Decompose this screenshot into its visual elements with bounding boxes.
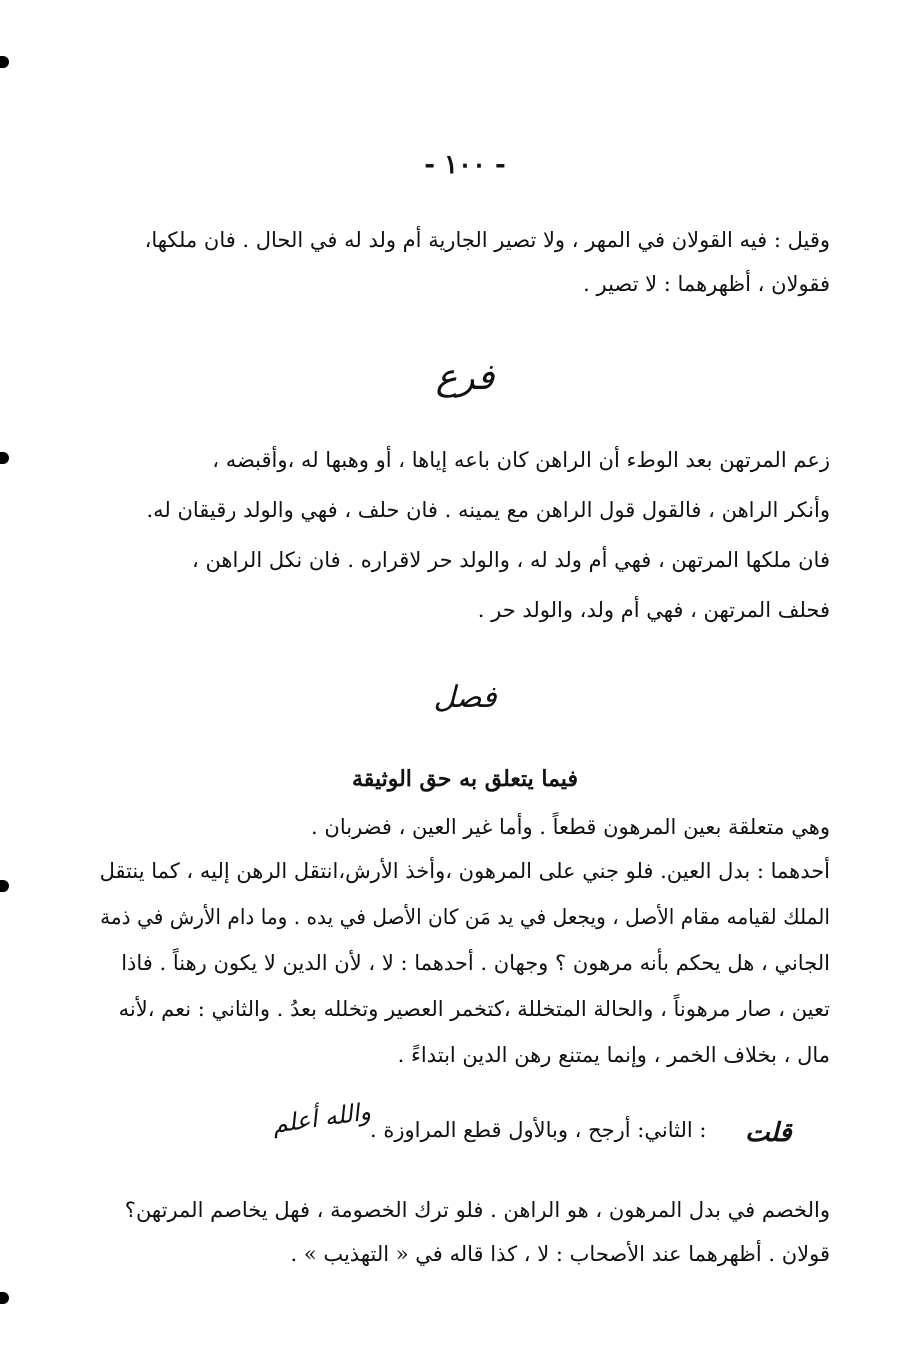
- text-line: تعين ، صار مرهوناً ، والحالة المتخللة ،كتخمر العصير وتخلله بعدُ . والثاني : نعم ،لأنه: [118, 997, 830, 1021]
- text-line: فان ملكها المرتهن ، فهي أم ولد له ، والولد حر لاقراره . فان نكل الراهن ،: [191, 548, 830, 572]
- page-edge-mark: [0, 56, 9, 68]
- text-line: وهي متعلقة بعين المرهون قطعاً . وأما غير العين ، فضربان .: [311, 815, 830, 839]
- qult-text: : الثاني: أرجح ، وبالأول قطع المراوزة .: [370, 1118, 707, 1142]
- text-line: قولان . أظهرهما عند الأصحاب : لا ، كذا قاله في « التهذيب » .: [290, 1242, 830, 1266]
- heading-far: فرع: [435, 357, 495, 398]
- text-line: فقولان ، أظهرهما : لا تصير .: [583, 272, 830, 296]
- intro-paragraph: [100, 228, 830, 296]
- text-line: وقيل : فيه القولان في المهر ، ولا تصير الجارية أم ولد له في الحال . فان ملكها،: [144, 228, 830, 252]
- text-line: أحدهما : بدل العين. فلو جني على المرهون ،وأخذ الأرش،انتقل الرهن إليه ، كما ينتقل: [99, 859, 830, 883]
- text-line: الملك لقيامه مقام الأصل ، ويجعل في يد مَن كان الأصل في يده . وما دام الأرش في ذمة: [100, 905, 830, 929]
- qult-label: قلت: [745, 1118, 792, 1148]
- far-paragraph: [100, 448, 830, 622]
- page-number: - ١٠٠ -: [424, 150, 506, 180]
- page-edge-mark: [0, 452, 9, 464]
- section-paragraph: [100, 815, 830, 1067]
- heading-fasl: فصل: [433, 680, 497, 715]
- text-line: الجاني ، هل يحكم بأنه مرهون ؟ وجهان . أحدهما : لا ، لأن الدين لا يكون رهناً . فاذا: [121, 951, 830, 975]
- page-edge-mark: [0, 1292, 9, 1304]
- closing-phrase: والله أعلم: [270, 1097, 373, 1139]
- text-line: والخصم في بدل المرهون ، هو الراهن . فلو ترك الخصومة ، فهل يخاصم المرتهن؟: [124, 1198, 830, 1222]
- text-line: مال ، بخلاف الخمر ، وإنما يمتنع رهن الدين ابتداءً .: [397, 1043, 830, 1067]
- section-title: فيما يتعلق به حق الوثيقة: [352, 766, 578, 792]
- text-line: زعم المرتهن بعد الوطء أن الراهن كان باعه إياها ، أو وهبها له ،وأقبضه ،: [212, 448, 830, 472]
- text-line: وأنكر الراهن ، فالقول قول الراهن مع يمينه . فان حلف ، فهي والولد رقيقان له.: [146, 498, 830, 522]
- text-line: فحلف المرتهن ، فهي أم ولد، والولد حر .: [477, 598, 830, 622]
- page-edge-mark: [0, 880, 9, 892]
- final-paragraph: [100, 1198, 830, 1266]
